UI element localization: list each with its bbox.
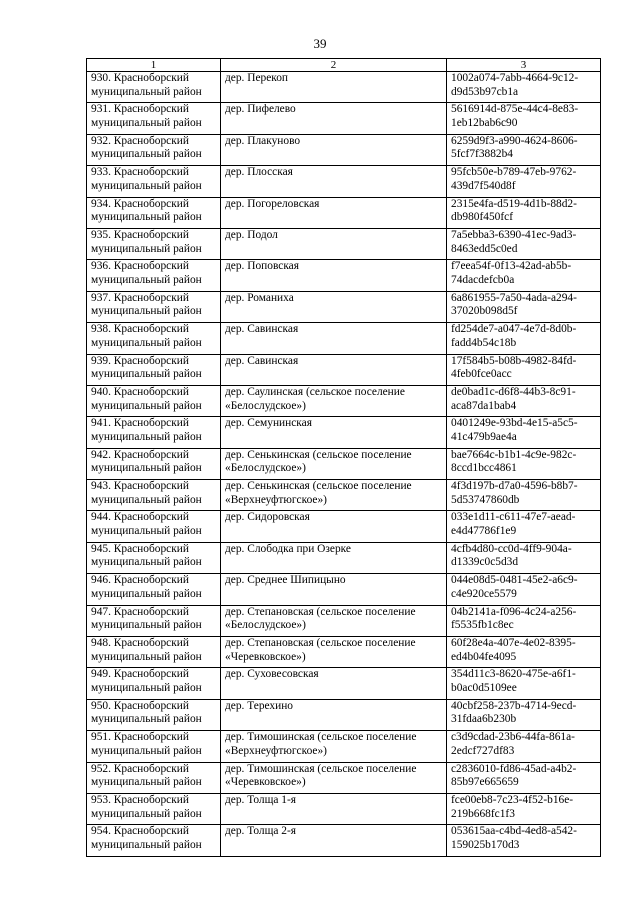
identifier-cell-line: 1002a074-7abb-4664-9c12- [451, 72, 579, 84]
identifier-cell-line: 4f3d197b-d7a0-4596-b8b7- [451, 480, 578, 493]
district-cell [87, 480, 221, 511]
locality-cell-line: дер. Поповская [225, 260, 299, 273]
district-cell-line: муниципальный район [91, 650, 202, 663]
locality-cell [221, 354, 447, 385]
district-cell [87, 354, 221, 385]
locality-cell-line: дер. Толща 1-я [225, 793, 296, 806]
district-cell-line: 953. Красноборский [91, 793, 189, 806]
locality-cell [221, 72, 447, 103]
locality-cell [221, 637, 447, 668]
district-cell-line: 952. Красноборский [91, 762, 189, 775]
locality-cell-line: «Черевковское») [225, 650, 306, 663]
identifier-cell [447, 668, 601, 699]
district-cell-line: муниципальный район [91, 116, 202, 129]
identifier-cell-line: de0bad1c-d6f8-44b3-8c91- [451, 385, 576, 398]
locality-cell-line: дер. Подол [225, 228, 278, 241]
district-cell-line: муниципальный район [91, 368, 202, 381]
district-cell-line: муниципальный район [91, 430, 202, 443]
locality-cell-line: дер. Сенькинская (сельское поселение [225, 480, 412, 493]
locality-cell-line: дер. Романиха [225, 291, 294, 304]
table-row [87, 574, 601, 605]
identifier-cell [447, 260, 601, 291]
district-cell-line: 930. Красноборский [91, 72, 189, 84]
identifier-cell [447, 385, 601, 416]
district-cell [87, 542, 221, 573]
table-row [87, 448, 601, 479]
district-cell [87, 103, 221, 134]
district-cell-line: муниципальный район [91, 462, 202, 475]
identifier-cell [447, 197, 601, 228]
table-row [87, 197, 601, 228]
identifier-cell-line: 41c479b9ae4a [451, 430, 517, 443]
district-cell-line: муниципальный район [91, 211, 202, 224]
district-cell-line: муниципальный район [91, 619, 202, 632]
identifier-cell-line: c3d9cdad-23b6-44fa-861a- [451, 731, 575, 744]
locality-cell [221, 103, 447, 134]
district-cell-line: муниципальный район [91, 148, 202, 161]
district-cell-line: 942. Красноборский [91, 448, 189, 461]
locality-cell [221, 134, 447, 165]
identifier-cell-line: 439d7f540d8f [451, 179, 516, 192]
locality-cell [221, 542, 447, 573]
identifier-cell [447, 731, 601, 762]
table-row [87, 825, 601, 856]
identifier-cell-line: 2315e4fa-d519-4d1b-88d2- [451, 197, 577, 210]
district-cell-line: 954. Красноборский [91, 825, 189, 838]
identifier-cell-line: d9d53b97cb1a [451, 85, 519, 98]
district-cell-line: муниципальный район [91, 85, 202, 98]
locality-cell-line: дер. Среднее Шипицыно [225, 574, 346, 587]
identifier-cell [447, 542, 601, 573]
locality-cell-line: дер. Савинская [225, 354, 299, 367]
identifier-cell [447, 574, 601, 605]
identifier-cell-line: 053615aa-c4bd-4ed8-a542- [451, 825, 577, 838]
district-cell [87, 197, 221, 228]
table-row [87, 228, 601, 259]
locality-cell [221, 291, 447, 322]
identifier-cell-line: 2edcf727df83 [451, 744, 515, 757]
district-cell [87, 323, 221, 354]
district-cell-line: 931. Красноборский [91, 103, 189, 116]
district-cell-line: муниципальный район [91, 556, 202, 569]
identifier-cell-line: 85b97e665659 [451, 776, 519, 789]
identifier-cell-line: bae7664c-b1b1-4c9e-982c- [451, 448, 577, 461]
identifier-cell [447, 228, 601, 259]
identifier-cell-line: 60f28e4a-407e-4e02-8395- [451, 637, 576, 650]
locality-cell [221, 762, 447, 793]
identifier-cell-line: 4cfb4d80-cc0d-4ff9-904a- [451, 542, 572, 555]
district-cell-line: 951. Красноборский [91, 731, 189, 744]
identifier-cell-line: 5616914d-875e-44c4-8e83- [451, 103, 579, 116]
identifier-cell [447, 637, 601, 668]
locality-cell-line: дер. Плакуново [225, 134, 301, 147]
district-cell [87, 511, 221, 542]
locality-cell-line: дер. Саулинская (сельское поселение [225, 385, 405, 398]
identifier-cell-line: c4e920ce5579 [451, 587, 517, 600]
locality-cell-line: «Белослудское») [225, 399, 306, 412]
column-number-2: 2 [221, 59, 447, 72]
identifier-cell-line: f7eea54f-0f13-42ad-ab5b- [451, 260, 572, 273]
district-cell-line: 939. Красноборский [91, 354, 189, 367]
locality-cell [221, 323, 447, 354]
locality-cell [221, 228, 447, 259]
identifier-cell-line: 8ccd1bcc4861 [451, 462, 517, 475]
locality-cell-line: дер. Савинская [225, 323, 299, 336]
district-cell-line: 947. Красноборский [91, 605, 189, 618]
identifier-cell-line: ed4b04fe4095 [451, 650, 517, 663]
locality-cell [221, 605, 447, 636]
identifier-cell [447, 699, 601, 730]
district-cell-line: 940. Красноборский [91, 385, 189, 398]
district-cell-line: муниципальный район [91, 336, 202, 349]
locality-cell [221, 574, 447, 605]
locality-cell [221, 731, 447, 762]
locality-cell-line: «Черевковское») [225, 776, 306, 789]
identifier-cell [447, 103, 601, 134]
column-number-row [87, 59, 601, 72]
identifier-cell-line: 95fcb50e-b789-47eb-9762- [451, 166, 577, 179]
identifier-cell-line: d1339c0c5d3d [451, 556, 519, 569]
column-number-3: 3 [447, 59, 601, 72]
locality-cell [221, 166, 447, 197]
district-cell [87, 668, 221, 699]
table-row [87, 385, 601, 416]
district-cell [87, 385, 221, 416]
locality-cell [221, 825, 447, 856]
identifier-cell [447, 323, 601, 354]
table-row [87, 291, 601, 322]
identifier-cell-line: 5fcf7f3882b4 [451, 148, 513, 161]
identifier-cell-line: e4d47786f1e9 [451, 525, 517, 538]
district-cell-line: 945. Красноборский [91, 542, 189, 555]
district-cell-line: 938. Красноборский [91, 323, 189, 336]
district-cell [87, 637, 221, 668]
registry-rows [87, 72, 601, 857]
locality-cell-line: дер. Слободка при Озерке [225, 542, 351, 555]
district-cell [87, 762, 221, 793]
identifier-cell-line: aca87da1bab4 [451, 399, 517, 412]
locality-cell-line: «Белослудское») [225, 462, 306, 475]
identifier-cell [447, 448, 601, 479]
district-cell-line: муниципальный район [91, 273, 202, 286]
identifier-cell [447, 417, 601, 448]
district-cell-line: муниципальный район [91, 179, 202, 192]
column-number-1: 1 [87, 59, 221, 72]
district-cell-line: муниципальный район [91, 838, 202, 851]
district-cell-line: 948. Красноборский [91, 637, 189, 650]
identifier-cell-line: fadd4b54c18b [451, 336, 517, 349]
table-row [87, 354, 601, 385]
locality-cell-line: «Верхнеуфтюгское») [225, 744, 327, 757]
locality-cell-line: дер. Степановская (сельское поселение [225, 605, 416, 618]
district-cell-line: муниципальный район [91, 305, 202, 318]
table-row [87, 480, 601, 511]
locality-cell [221, 197, 447, 228]
table-row [87, 605, 601, 636]
table-row [87, 103, 601, 134]
identifier-cell [447, 134, 601, 165]
district-cell-line: 941. Красноборский [91, 417, 189, 430]
page-number: 39 [313, 36, 327, 51]
table-row [87, 72, 601, 103]
locality-cell-line: дер. Пифелево [225, 103, 296, 116]
table-row [87, 793, 601, 824]
identifier-cell-line: 044e08d5-0481-45e2-a6c9- [451, 574, 578, 587]
district-cell [87, 72, 221, 103]
locality-cell-line: дер. Тимошинская (сельское поселение [225, 731, 417, 744]
district-cell [87, 166, 221, 197]
identifier-cell-line: 6a861955-7a50-4ada-a294- [451, 291, 577, 304]
identifier-cell [447, 480, 601, 511]
district-cell-line: муниципальный район [91, 744, 202, 757]
registry-table [86, 58, 601, 857]
identifier-cell [447, 166, 601, 197]
identifier-cell-line: fd254de7-a047-4e7d-8d0b- [451, 323, 577, 336]
locality-cell-line: дер. Плосская [225, 166, 293, 179]
table-row [87, 166, 601, 197]
table-row [87, 134, 601, 165]
locality-cell [221, 385, 447, 416]
identifier-cell-line: 17f584b5-b08b-4982-84fd- [451, 354, 577, 367]
identifier-cell-line: 354d11c3-8620-475e-a6f1- [451, 668, 576, 681]
district-cell [87, 825, 221, 856]
identifier-cell-line: 0401249e-93bd-4e15-a5c5- [451, 417, 578, 430]
locality-cell [221, 699, 447, 730]
district-cell-line: 937. Красноборский [91, 291, 189, 304]
identifier-cell-line: db980f450fcf [451, 211, 513, 224]
district-cell-line: 934. Красноборский [91, 197, 189, 210]
identifier-cell [447, 72, 601, 103]
identifier-cell [447, 605, 601, 636]
identifier-cell-line: 159025b170d3 [451, 838, 520, 851]
locality-cell-line: «Верхнеуфтюгское») [225, 493, 327, 506]
identifier-cell-line: 219b668fc1f3 [451, 807, 515, 820]
locality-cell [221, 668, 447, 699]
district-cell-line: муниципальный район [91, 242, 202, 255]
table-row [87, 260, 601, 291]
district-cell-line: муниципальный район [91, 713, 202, 726]
identifier-cell [447, 793, 601, 824]
district-cell-line: 943. Красноборский [91, 480, 189, 493]
table-row [87, 511, 601, 542]
table-row [87, 762, 601, 793]
table-row [87, 417, 601, 448]
district-cell-line: 936. Красноборский [91, 260, 189, 273]
identifier-cell [447, 354, 601, 385]
district-cell-line: муниципальный район [91, 682, 202, 695]
identifier-cell-line: f5535fb1c8ec [451, 619, 514, 632]
table-row [87, 668, 601, 699]
locality-cell [221, 417, 447, 448]
district-cell [87, 574, 221, 605]
identifier-cell-line: 40cbf258-237b-4714-9ecd- [451, 699, 577, 712]
identifier-cell-line: 7a5ebba3-6390-41ec-9ad3- [451, 228, 577, 241]
district-cell [87, 291, 221, 322]
district-cell-line: муниципальный район [91, 493, 202, 506]
identifier-cell-line: 31fdaa6b230b [451, 713, 517, 726]
identifier-cell-line: 6259d9f3-a990-4624-8606- [451, 134, 578, 147]
identifier-cell [447, 291, 601, 322]
identifier-cell [447, 762, 601, 793]
district-cell-line: муниципальный район [91, 587, 202, 600]
locality-cell-line: дер. Сенькинская (сельское поселение [225, 448, 412, 461]
identifier-cell [447, 511, 601, 542]
locality-cell-line: дер. Суховесовская [225, 668, 319, 681]
district-cell [87, 731, 221, 762]
locality-cell-line: «Белослудское») [225, 619, 306, 632]
district-cell-line: 935. Красноборский [91, 228, 189, 241]
district-cell [87, 260, 221, 291]
district-cell-line: 950. Красноборский [91, 699, 189, 712]
identifier-cell-line: 8463edd5c0ed [451, 242, 518, 255]
district-cell [87, 417, 221, 448]
locality-cell-line: дер. Степановская (сельское поселение [225, 637, 416, 650]
district-cell-line: 944. Красноборский [91, 511, 189, 524]
identifier-cell-line: 1eb12bab6c90 [451, 116, 518, 129]
table-row [87, 699, 601, 730]
locality-cell [221, 511, 447, 542]
district-cell-line: 946. Красноборский [91, 574, 189, 587]
district-cell [87, 228, 221, 259]
identifier-cell-line: 4feb0fce0acc [451, 368, 512, 381]
locality-cell [221, 260, 447, 291]
locality-cell [221, 448, 447, 479]
district-cell [87, 793, 221, 824]
identifier-cell-line: 37020b098d5f [451, 305, 518, 318]
district-cell-line: муниципальный район [91, 807, 202, 820]
locality-cell-line: дер. Тимошинская (сельское поселение [225, 762, 417, 775]
identifier-cell-line: c2836010-fd86-45ad-a4b2- [451, 762, 577, 775]
identifier-cell-line: 04b2141a-f096-4c24-a256- [451, 605, 577, 618]
identifier-cell-line: 033e1d11-c611-47e7-aead- [451, 511, 576, 524]
district-cell [87, 605, 221, 636]
locality-cell [221, 480, 447, 511]
district-cell-line: 949. Красноборский [91, 668, 189, 681]
locality-cell-line: дер. Сидоровская [225, 511, 310, 524]
locality-cell-line: дер. Терехино [225, 699, 294, 712]
identifier-cell-line: b0ac0d5109ee [451, 682, 517, 695]
locality-cell [221, 793, 447, 824]
locality-cell-line: дер. Семунинская [225, 417, 312, 430]
identifier-cell-line: fce00eb8-7c23-4f52-b16e- [451, 793, 574, 806]
table-row [87, 637, 601, 668]
locality-cell-line: дер. Толща 2-я [225, 825, 296, 838]
district-cell [87, 134, 221, 165]
table-row [87, 542, 601, 573]
identifier-cell-line: 5d53747860db [451, 493, 520, 506]
table-row [87, 323, 601, 354]
district-cell-line: 933. Красноборский [91, 166, 189, 179]
identifier-cell [447, 825, 601, 856]
district-cell-line: муниципальный район [91, 776, 202, 789]
district-cell-line: муниципальный район [91, 399, 202, 412]
table-row [87, 731, 601, 762]
district-cell-line: 932. Красноборский [91, 134, 189, 147]
district-cell-line: муниципальный район [91, 525, 202, 538]
identifier-cell-line: 74dacdefcb0a [451, 273, 515, 286]
district-cell [87, 699, 221, 730]
locality-cell-line: дер. Погореловская [225, 197, 320, 210]
district-cell [87, 448, 221, 479]
locality-cell-line: дер. Перекоп [225, 72, 289, 84]
